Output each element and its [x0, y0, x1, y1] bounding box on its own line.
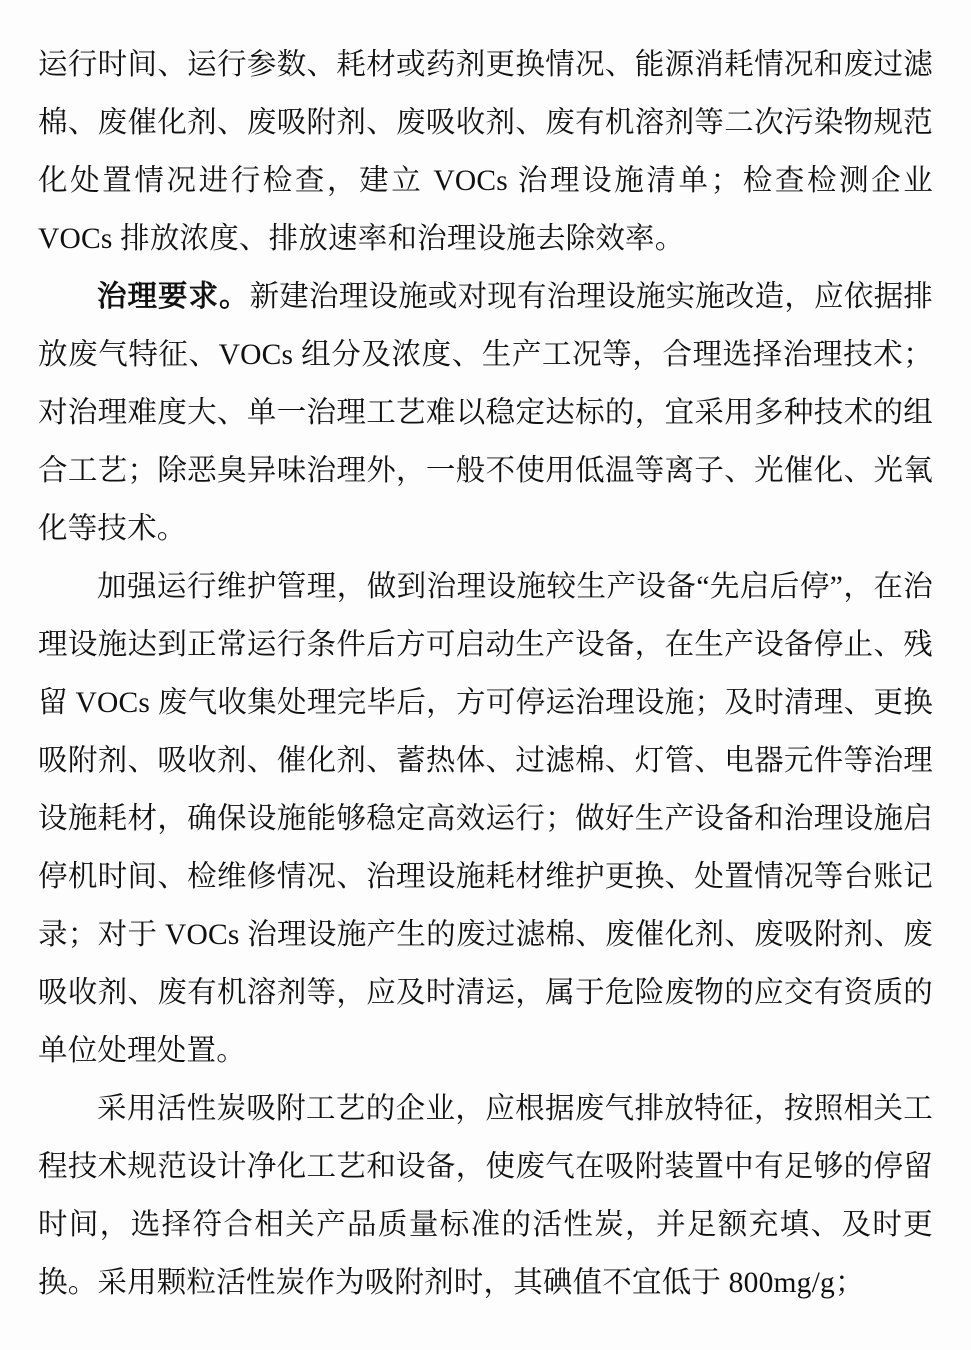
- paragraph-4-text: 采用活性炭吸附工艺的企业，应根据废气排放特征，按照相关工程技术规范设计净化工艺和设备，使废气在吸附装置中有足够的停留时间，选择符合相关产品质量标准的活性炭，并足额充填、及时更换。采用颗粒活性炭作为吸附剂时，其碘值不宜低于 800mg/g；: [38, 1093, 933, 1299]
- paragraph-2-lead: 治理要求。: [97, 281, 250, 313]
- document-body: [38, 36, 941, 1312]
- paragraph-2: [38, 268, 933, 558]
- paragraph-3-text: 加强运行维护管理，做到治理设施较生产设备“先启后停”，在治理设施达到正常运行条件后方可启动生产设备，在生产设备停止、残留 VOCs 废气收集处理完毕后，方可停运治理设施；及时清理、更换吸附剂、吸收剂、催化剂、蓄热体、过滤棉、灯管、电器元件等治理设施耗材，确保设施能够稳定高效运行；做好生产设备和治理设施启停机时间、检维修情况、治理设施耗材维护更换、处置情况等台账记录；对于 VOCs 治理设施产生的废过滤棉、废催化剂、废吸附剂、废吸收剂、废有机溶剂等，应及时清运，属于危险废物的应交有资质的单位处理处置。: [38, 571, 933, 1067]
- paragraph-3: [38, 558, 933, 1080]
- paragraph-1: [38, 36, 941, 268]
- paragraph-2-text: 新建治理设施或对现有治理设施实施改造，应依据排放废气特征、VOCs 组分及浓度、生产工况等，合理选择治理技术；对治理难度大、单一治理工艺难以稳定达标的，宜采用多种技术的组合工艺；除恶臭异味治理外，一般不使用低温等离子、光催化、光氧化等技术。: [38, 281, 933, 545]
- paragraph-4: [38, 1080, 933, 1312]
- paragraph-1-text: 运行时间、运行参数、耗材或药剂更换情况、能源消耗情况和废过滤棉、废催化剂、废吸附剂、废吸收剂、废有机溶剂等二次污染物规范化处置情况进行检查，建立 VOCs 治理设施清单；检查检测企业 VOCs 排放浓度、排放速率和治理设施去除效率。: [38, 49, 941, 255]
